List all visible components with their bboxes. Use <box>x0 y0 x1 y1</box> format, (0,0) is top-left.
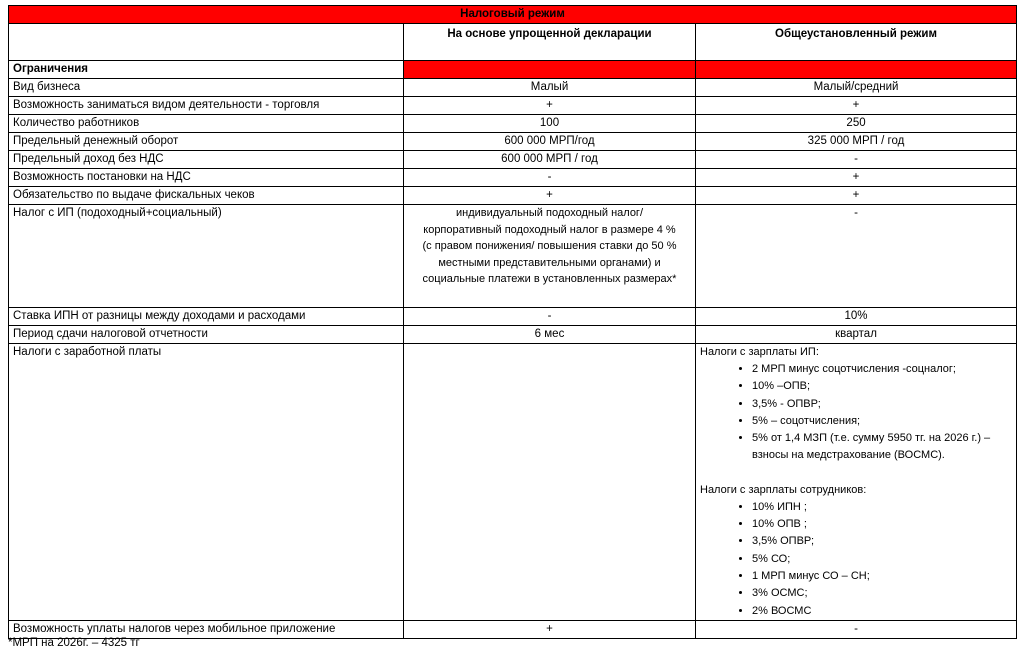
row-general: + <box>696 97 1017 115</box>
row-label: Вид бизнеса <box>9 79 404 97</box>
emp-salary-list <box>700 499 1012 620</box>
list-item: • 5% от 1,4 МЗП (т.е. сумму 5950 тг. на 2026 г.) – взносы на медстрахование (ВОСМС). <box>752 430 1012 465</box>
header-empty <box>9 24 404 61</box>
list-item: • 10% ОПВ ; <box>752 516 1012 533</box>
ip-tax-general: - <box>696 205 1017 308</box>
section-fill <box>404 61 696 79</box>
row-general: + <box>696 187 1017 205</box>
row-simplified: - <box>404 169 696 187</box>
table-row <box>9 326 1017 344</box>
table-row <box>9 115 1017 133</box>
table-row <box>9 308 1017 326</box>
table-row <box>9 344 1017 621</box>
table-row <box>9 97 1017 115</box>
row-general: Малый/средний <box>696 79 1017 97</box>
row-general: + <box>696 169 1017 187</box>
ip-salary-heading: Налоги с зарплаты ИП: <box>700 346 819 358</box>
list-item: • 3,5% - ОПВР; <box>752 396 1012 413</box>
list-item: • 2% ВОСМС <box>752 603 1012 620</box>
list-item: • 1 МРП минус СО – СН; <box>752 568 1012 585</box>
table-title: Налоговый режим <box>9 6 1017 24</box>
row-general: - <box>696 151 1017 169</box>
list-item: • 3,5% ОПВР; <box>752 533 1012 550</box>
row-general: - <box>696 620 1017 638</box>
header-general: Общеустановленный режим <box>696 24 1017 61</box>
salary-general <box>696 344 1017 621</box>
row-simplified: 6 мес <box>404 326 696 344</box>
row-simplified: 600 000 МРП/год <box>404 133 696 151</box>
row-label: Количество работников <box>9 115 404 133</box>
row-label: Возможность постановки на НДС <box>9 169 404 187</box>
ip-salary-list <box>700 361 1012 465</box>
list-item: • 10% ИПН ; <box>752 499 1012 516</box>
row-general: 250 <box>696 115 1017 133</box>
table-row <box>9 133 1017 151</box>
row-general: квартал <box>696 326 1017 344</box>
row-label: Возможность уплаты налогов через мобильное приложение <box>9 620 404 638</box>
row-simplified: 100 <box>404 115 696 133</box>
row-simplified: + <box>404 187 696 205</box>
list-item: • 3% ОСМС; <box>752 585 1012 602</box>
emp-salary-heading: Налоги с зарплаты сотрудников: <box>700 483 867 496</box>
table-row <box>9 79 1017 97</box>
row-general: 325 000 МРП / год <box>696 133 1017 151</box>
row-simplified: - <box>404 308 696 326</box>
row-label: Обязательство по выдаче фискальных чеков <box>9 187 404 205</box>
table-row <box>9 169 1017 187</box>
header-simplified: На основе упрощенной декларации <box>404 24 696 61</box>
ip-tax-simplified: индивидуальный подоходный налог/ корпоративный подоходный налог в размере 4 % (с правом понижения/ повышения ставки до 50 % местными представительными органами) и социальные платежи в установленных размерах* <box>404 205 696 308</box>
row-simplified: Малый <box>404 79 696 97</box>
footnote: *МРП на 2026г. – 4325 тг <box>8 637 140 649</box>
row-simplified: 600 000 МРП / год <box>404 151 696 169</box>
table-row <box>9 620 1017 638</box>
table-row <box>9 187 1017 205</box>
row-general: 10% <box>696 308 1017 326</box>
table-row <box>9 205 1017 308</box>
row-simplified: + <box>404 620 696 638</box>
table-row <box>9 151 1017 169</box>
section-restrictions: Ограничения <box>9 61 404 79</box>
list-item: • 10% –ОПВ; <box>752 378 1012 395</box>
row-label: Предельный денежный оборот <box>9 133 404 151</box>
tax-regime-table <box>8 5 1017 639</box>
list-item: • 2 МРП минус соцотчисления -соцналог; <box>752 361 1012 378</box>
list-item: • 5% – соцотчисления; <box>752 413 1012 430</box>
section-fill <box>696 61 1017 79</box>
row-label: Налог с ИП (подоходный+социальный) <box>9 205 404 308</box>
list-item: • 5% СО; <box>752 551 1012 568</box>
row-label: Период сдачи налоговой отчетности <box>9 326 404 344</box>
row-label: Ставка ИПН от разницы между доходами и расходами <box>9 308 404 326</box>
row-label: Налоги с заработной платы <box>9 344 404 621</box>
salary-simplified <box>404 344 696 621</box>
row-label: Возможность заниматься видом деятельности - торговля <box>9 97 404 115</box>
row-simplified: + <box>404 97 696 115</box>
row-label: Предельный доход без НДС <box>9 151 404 169</box>
